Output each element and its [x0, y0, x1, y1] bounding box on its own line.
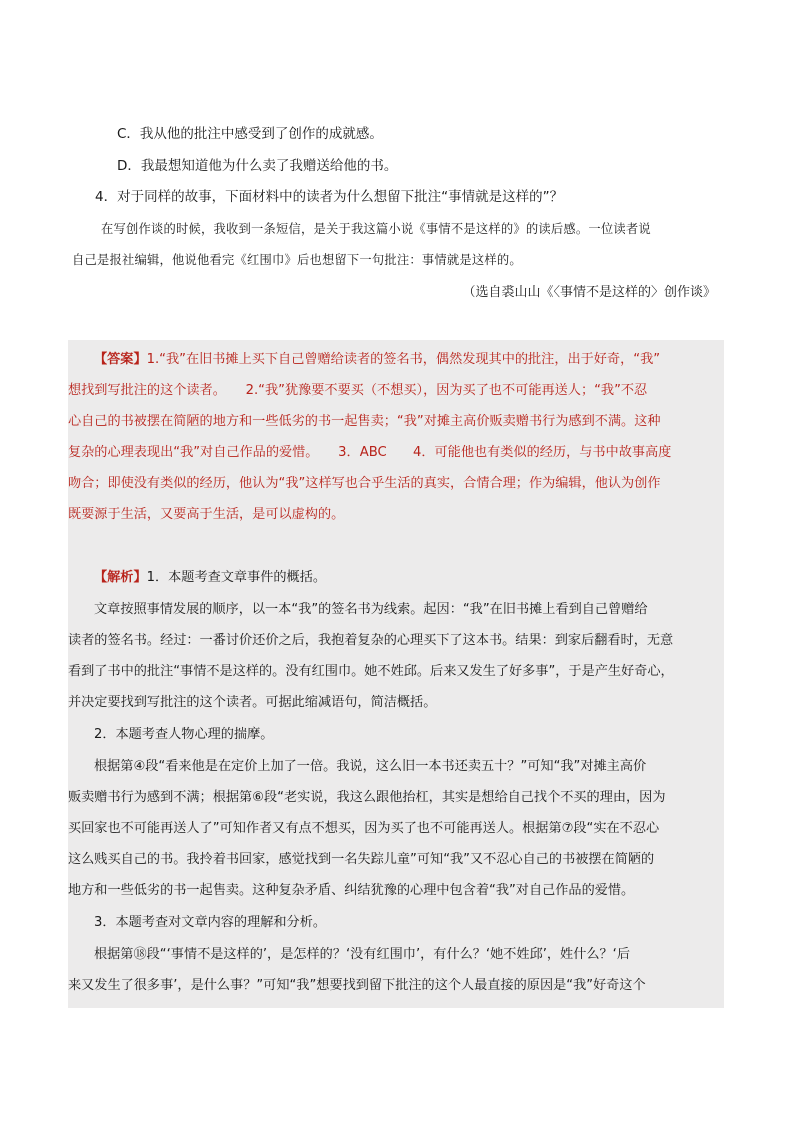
analysis-2-head: 2．本题考查人物心理的揣摩。 [94, 727, 274, 742]
answer-text-1: 1.“我”在旧书摊上买下自己曾赠给读者的签名书，偶然发现其中的批注，出于好奇，“我” [146, 352, 661, 367]
answer-line-1 [68, 350, 724, 370]
answer-line-6: 既要源于生活，又要高于生活，是可以虚构的。 [68, 507, 345, 522]
analysis-3-head: 3．本题考查对文章内容的理解和分析。 [94, 915, 327, 930]
answer-line-4: 复杂的心理表现出“我”对自己作品的爱惜。 3．ABC 4．可能他也有类似的经历，与书中故事高度 [68, 445, 672, 460]
analysis-2-line-head [68, 725, 724, 745]
passage-source: （选自裘山山《〈事情不是这样的〉创作谈》 [462, 285, 716, 300]
analysis-2-line-5: 地方和一些低劣的书一起售卖。这种复杂矛盾、纠结犹豫的心理中包含着“我”对自己作品的爱惜。 [68, 883, 635, 898]
analysis-2-line-2: 贩卖赠书行为感到不满；根据第⑥段“老实说，我这么跟他抬杠，其实是想给自己找个不买的理由，因为 [68, 790, 666, 805]
analysis-2-line-1 [68, 757, 724, 777]
option-d: D．我最想知道他为什么卖了我赠送给他的书。 [117, 158, 398, 174]
option-c: C．我从他的批注中感受到了创作的成就感。 [117, 126, 383, 142]
answer-line-5: 吻合；即使没有类似的经历，他认为“我”这样写也合乎生活的真实，合情合理；作为编辑，他认为创作 [68, 476, 661, 491]
analysis-3-line-2: 来又发生了很多事’，是什么事？”可知“我”想要找到留下批注的这个人最直接的原因是“我”好奇这个 [68, 978, 646, 993]
analysis-2-line-3: 买回家也不可能再送人了”可知作者又有点不想买，因为买了也不可能再送人。根据第⑦段“实在不忍心 [68, 821, 660, 836]
analysis-1-text-1: 文章按照事情发展的顺序，以一本“我”的签名书为线索。起因：“我”在旧书摊上看到自己曾赠给 [94, 602, 648, 617]
analysis-1-line-2: 读者的签名书。经过：一番讨价还价之后，我抱着复杂的心理买下了这本书。结果：到家后翻看时，无意 [68, 633, 674, 648]
answer-line-3: 心自己的书被摆在简陋的地方和一些低劣的书一起售卖；“我”对摊主高价贩卖赠书行为感到不满。这种 [68, 414, 661, 429]
answer-line-2: 想找到写批注的这个读者。 2.“我”犹豫要不要买（不想买），因为买了也不可能再送人；“我”不忍 [68, 383, 648, 398]
analysis-1-line-4: 并决定要找到写批注的这个读者。可据此缩减语句，简洁概括。 [68, 695, 437, 710]
analysis-2-text-1: 根据第④段“看来他是在定价上加了一倍。我说，这么旧一本书还卖五十？”可知“我”对摊主高价 [94, 759, 647, 774]
analysis-tag: 【解析】 [94, 570, 147, 585]
analysis-2-line-4: 这么贱买自己的书。我拎着书回家，感觉找到一名失踪儿童”可知“我”又不忍心自己的书被摆在简陋的 [68, 852, 655, 867]
analysis-panel [68, 540, 724, 1008]
question-4: 4．对于同样的故事，下面材料中的读者为什么想留下批注“事情就是这样的”？ [95, 189, 564, 205]
analysis-1-head: 1．本题考查文章事件的概括。 [146, 570, 327, 585]
passage-line-1: 在写创作谈的时候，我收到一条短信，是关于我这篇小说《事情不是这样的》的读后感。一位读者说 [101, 222, 651, 236]
answer-panel [68, 340, 724, 540]
analysis-line-head [68, 568, 724, 588]
answer-tag: 【答案】 [94, 352, 147, 367]
analysis-3-text-1: 根据第⑱段“‘事情不是这样的’，是怎样的？‘没有红围巾’，有什么？‘她不姓邱’，姓什么？‘后 [94, 947, 631, 962]
passage-line-2: 自己是报社编辑，他说他看完《红围巾》后也想留下一句批注：事情就是这样的。 [72, 253, 522, 267]
analysis-1-line-3: 看到了书中的批注“事情不是这样的。没有红围巾。她不姓邱。后来又发生了好多事”，于是产生好奇心， [68, 664, 674, 679]
analysis-1-line-1 [68, 600, 724, 620]
analysis-3-line-1 [68, 945, 724, 965]
analysis-3-line-head [68, 913, 724, 933]
